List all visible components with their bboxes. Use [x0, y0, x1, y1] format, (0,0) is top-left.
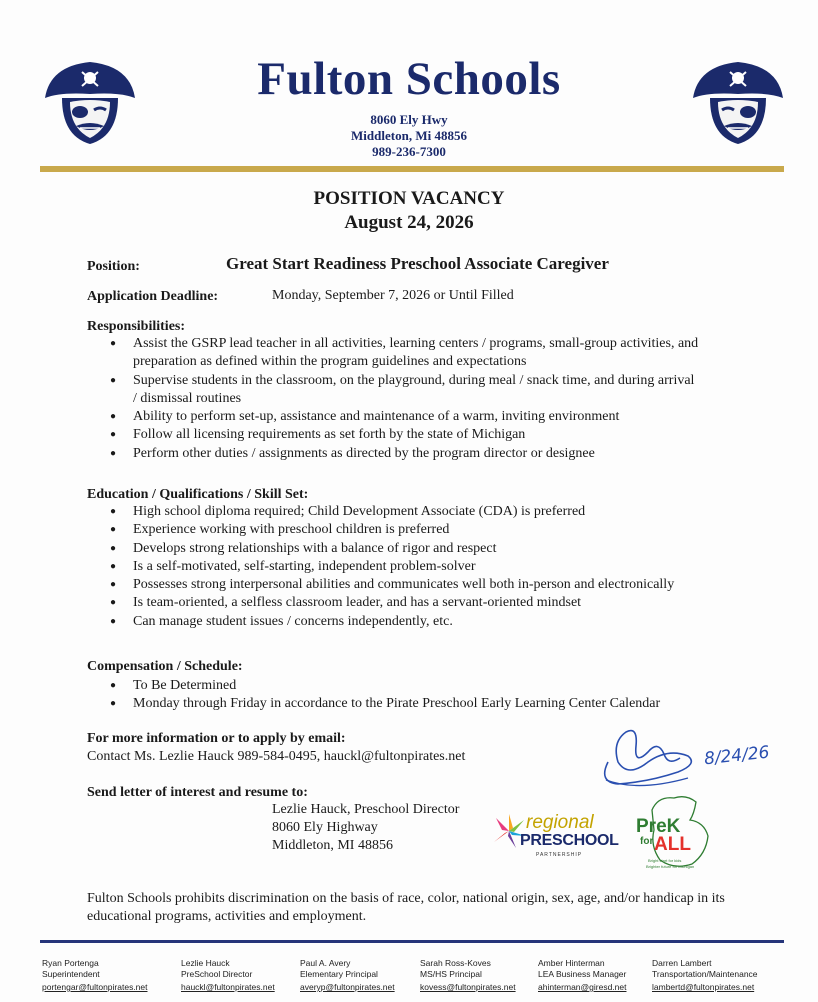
staff-amber-hinterman — [538, 958, 626, 993]
school-name-title: Fulton Schools — [257, 53, 561, 105]
list-item: ● Assist the GSRP lead teacher in all activities, learning centers / programs, small-group activities, and preparation as defined within the program guidelines and expectations — [88, 335, 758, 372]
staff-name: Amber Hinterman — [538, 958, 605, 968]
send-line-3: Middleton, MI 48856 — [272, 838, 393, 853]
deadline-value: Monday, September 7, 2026 or Until Filled — [272, 288, 514, 303]
staff-name: Lezlie Hauck — [181, 958, 230, 968]
all-word: ALL — [654, 834, 691, 855]
header-divider — [40, 166, 784, 172]
staff-email-link[interactable]: averyp@fultonpirates.net — [300, 982, 395, 992]
staff-title: LEA Business Manager — [538, 969, 627, 979]
staff-title: Transportation/Maintenance — [652, 969, 758, 979]
address-line-2: Middleton, Mi 48856 — [351, 128, 467, 143]
education-list — [88, 503, 788, 631]
preschool-word: PRESCHOOL — [520, 832, 619, 849]
contact-label: For more information or to apply by email: — [87, 731, 346, 746]
education-label: Education / Qualifications / Skill Set: — [87, 487, 309, 502]
staff-title: PreSchool Director — [181, 969, 253, 979]
list-item: ● Develops strong relationships with a balance of rigor and respect — [88, 540, 788, 558]
send-line-2: 8060 Ely Highway — [272, 820, 378, 835]
staff-title: MS/HS Principal — [420, 969, 482, 979]
position-title: Great Start Readiness Preschool Associate Caregiver — [226, 254, 609, 273]
staff-title: Elementary Principal — [300, 969, 378, 979]
regional-preschool-logo — [492, 812, 624, 868]
footer-divider — [40, 940, 784, 943]
school-phone: 989-236-7300 — [372, 144, 446, 159]
staff-name: Darren Lambert — [652, 958, 712, 968]
list-item: ● Is team-oriented, a selfless classroom leader, and has a servant-oriented mindset — [88, 594, 788, 612]
staff-paul-avery — [300, 958, 395, 993]
regional-word: regional — [526, 812, 594, 833]
staff-ryan-portenga — [42, 958, 148, 993]
address-line-1: 8060 Ely Hwy — [370, 112, 448, 127]
send-line-1: Lezlie Hauck, Preschool Director — [272, 802, 460, 817]
staff-name: Paul A. Avery — [300, 958, 351, 968]
staff-email-link[interactable]: ahinterman@giresd.net — [538, 982, 627, 992]
list-item: ● Supervise students in the classroom, on the playground, during meal / snack time, and during arrival / dismissal routines — [88, 372, 758, 409]
list-item: ● To Be Determined — [88, 677, 788, 695]
staff-sarah-ross-koves — [420, 958, 516, 993]
notice-heading: POSITION VACANCY — [313, 188, 505, 209]
responsibilities-label: Responsibilities: — [87, 319, 186, 334]
send-label: Send letter of interest and resume to: — [87, 785, 308, 800]
compensation-label: Compensation / Schedule: — [87, 659, 243, 674]
position-label: Position: — [87, 259, 140, 274]
prek-word: PreK — [636, 816, 681, 837]
partnership-word: PARTNERSHIP — [536, 852, 583, 858]
list-item: ● Can manage student issues / concerns independently, etc. — [88, 613, 788, 631]
staff-email-link[interactable]: kovess@fultonpirates.net — [420, 982, 516, 992]
responsibilities-list — [88, 335, 758, 463]
list-item: ● Possesses strong interpersonal abilities and communicates well both in-person and electronically — [88, 576, 788, 594]
list-item: ● Monday through Friday in accordance to the Pirate Preschool Early Learning Center Calendar — [88, 695, 788, 713]
staff-email-link[interactable]: lambertd@fultonpirates.net — [652, 982, 755, 992]
staff-name: Sarah Ross-Koves — [420, 958, 491, 968]
staff-title: Superintendent — [42, 969, 100, 979]
signature-date: 8/24/26 — [703, 742, 771, 770]
staff-email-link[interactable]: hauckl@fultonpirates.net — [181, 982, 275, 992]
prek-tagline-1: Bright start for kids — [648, 858, 682, 863]
list-item: ● Is a self-motivated, self-starting, independent problem-solver — [88, 558, 788, 576]
list-item: ● Ability to perform set-up, assistance and maintenance of a warm, inviting environment — [88, 408, 758, 426]
staff-email-link[interactable]: portengar@fultonpirates.net — [42, 982, 148, 992]
list-item: ● Experience working with preschool children is preferred — [88, 521, 788, 539]
staff-name: Ryan Portenga — [42, 958, 99, 968]
nondiscrimination-statement: Fulton Schools prohibits discrimination on the basis of race, color, national origin, sex, age, and/or handicap in its educational programs, activities and employment. — [87, 891, 725, 924]
notice-date: August 24, 2026 — [344, 212, 474, 233]
compensation-list — [88, 677, 788, 714]
for-word: for — [640, 836, 654, 847]
prek-for-all-logo — [634, 790, 714, 876]
contact-text: Contact Ms. Lezlie Hauck 989-584-0495, hauckl@fultonpirates.net — [87, 749, 466, 764]
deadline-label: Application Deadline: — [87, 289, 219, 304]
list-item: ● Follow all licensing requirements as set forth by the state of Michigan — [88, 426, 758, 444]
prek-tagline-2: Brighter future for Michigan — [646, 864, 695, 869]
staff-darren-lambert — [652, 958, 758, 993]
staff-lezlie-hauck — [181, 958, 275, 993]
handwritten-signature — [588, 722, 708, 794]
list-item: ● High school diploma required; Child Development Associate (CDA) is preferred — [88, 503, 788, 521]
list-item: ● Perform other duties / assignments as directed by the program director or designee — [88, 445, 758, 463]
